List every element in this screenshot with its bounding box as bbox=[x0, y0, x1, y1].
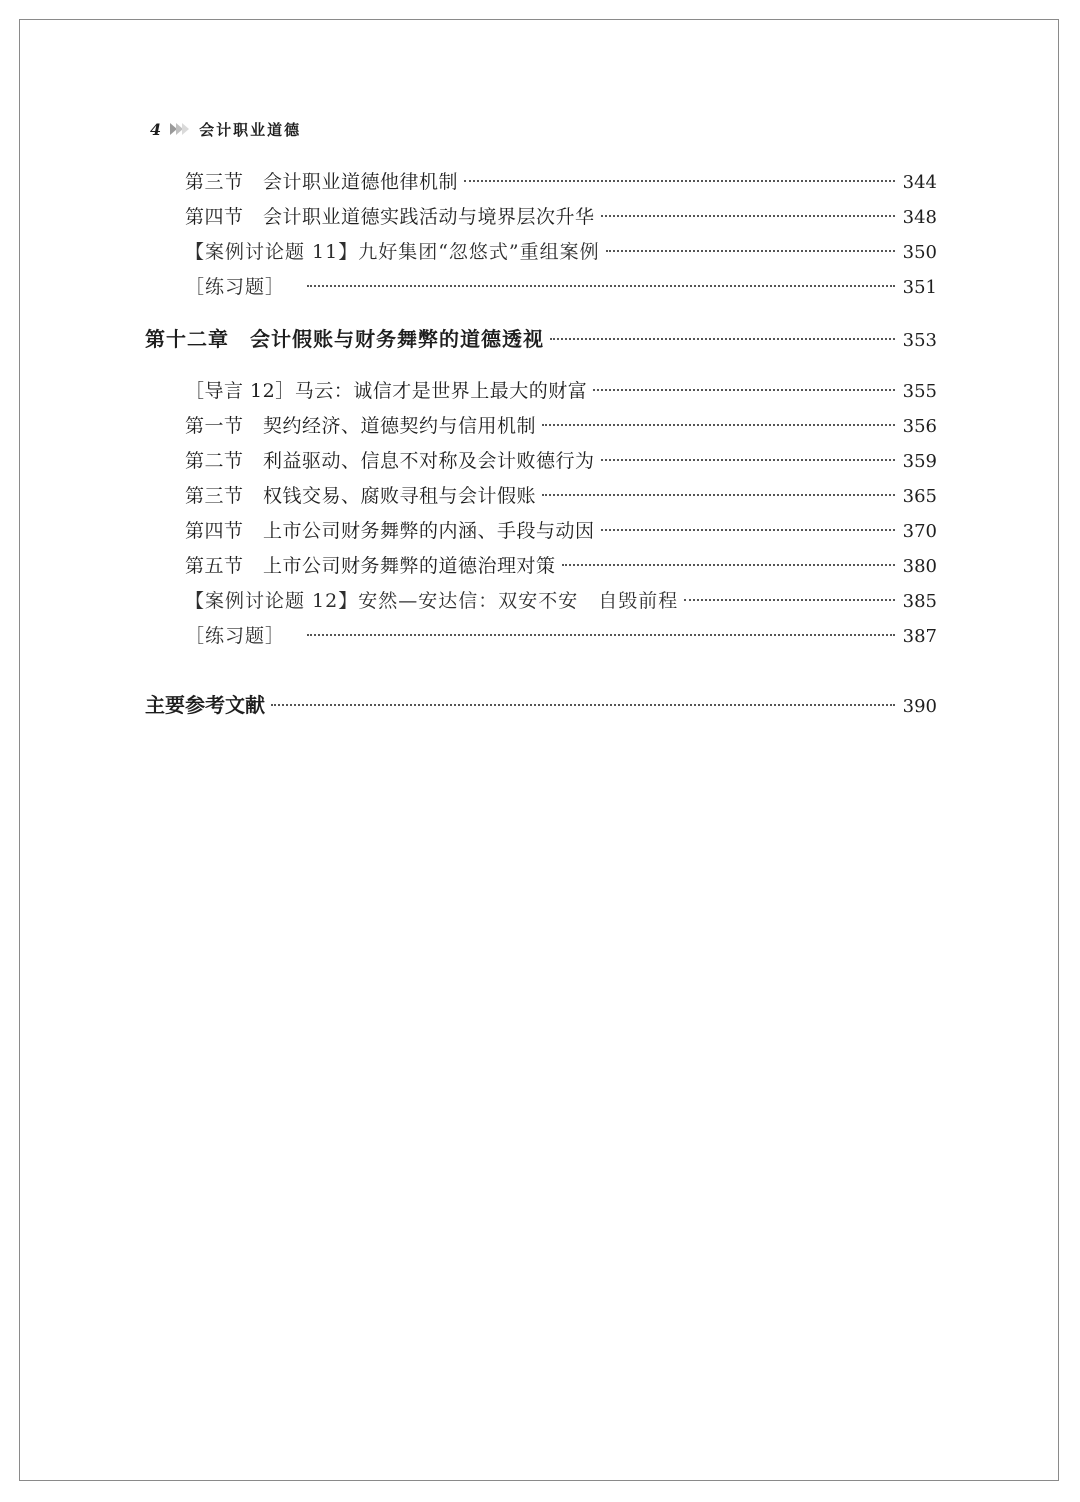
toc-entry[interactable] bbox=[185, 411, 937, 441]
toc-entry-title: ［练习题］ bbox=[185, 625, 286, 647]
dot-leader bbox=[542, 424, 895, 426]
toc-entry-title: ［导言 12］马云：诚信才是世界上最大的财富 bbox=[185, 380, 588, 402]
toc-entry-page: 355 bbox=[902, 381, 937, 402]
dot-leader bbox=[601, 459, 895, 461]
toc-entry[interactable] bbox=[185, 446, 937, 476]
dot-leader bbox=[562, 564, 895, 566]
toc-entry-case[interactable] bbox=[185, 586, 937, 616]
toc-entry-page: 353 bbox=[902, 330, 937, 351]
toc-entry-page: 380 bbox=[902, 556, 937, 577]
dot-leader bbox=[601, 215, 895, 217]
double-chevron-icon bbox=[169, 121, 191, 137]
toc-entry[interactable] bbox=[185, 481, 937, 511]
dot-leader bbox=[684, 599, 894, 601]
toc-entry-page: 351 bbox=[902, 277, 937, 298]
dot-leader bbox=[307, 634, 895, 636]
toc-entry-page: 387 bbox=[902, 626, 937, 647]
toc-entry-title: 第五节 上市公司财务舞弊的道德治理对策 bbox=[185, 555, 556, 577]
header-page-number: 4 bbox=[150, 119, 162, 139]
dot-leader bbox=[550, 338, 895, 340]
toc-entry-page: 385 bbox=[902, 591, 937, 612]
toc-entry-page: 344 bbox=[902, 172, 937, 193]
toc-entry-page: 365 bbox=[902, 486, 937, 507]
toc-entry-title: 【案例讨论题 11】九好集团“忽悠式”重组案例 bbox=[185, 241, 600, 263]
toc-references-title: 主要参考文献 bbox=[145, 693, 265, 717]
header-book-title: 会计职业道德 bbox=[199, 120, 302, 139]
toc-entry-page: 390 bbox=[902, 696, 937, 717]
dot-leader bbox=[593, 389, 894, 391]
toc-entry-title: ［练习题］ bbox=[185, 276, 286, 298]
toc-entry-title: 第三节 会计职业道德他律机制 bbox=[185, 171, 459, 193]
toc-entry-page: 359 bbox=[902, 451, 937, 472]
toc-entry-title: 第四节 会计职业道德实践活动与境界层次升华 bbox=[185, 206, 595, 228]
toc-entry-page: 370 bbox=[902, 521, 937, 542]
toc-entry-title: 第三节 权钱交易、腐败寻租与会计假账 bbox=[185, 485, 537, 507]
toc-entry-exercise[interactable] bbox=[185, 272, 937, 302]
dot-leader bbox=[307, 285, 895, 287]
dot-leader bbox=[606, 250, 895, 252]
toc-entry-title: 【案例讨论题 12】安然—安达信：双安不安 自毁前程 bbox=[185, 590, 679, 612]
toc-entry-title: 第二节 利益驱动、信息不对称及会计败德行为 bbox=[185, 450, 595, 472]
dot-leader bbox=[542, 494, 895, 496]
toc-entry[interactable] bbox=[185, 167, 937, 197]
toc-entry[interactable] bbox=[185, 551, 937, 581]
toc-entry-page: 350 bbox=[902, 242, 937, 263]
toc-entry-page: 348 bbox=[902, 207, 937, 228]
toc-entry[interactable] bbox=[185, 516, 937, 546]
toc-entry-page: 356 bbox=[902, 416, 937, 437]
toc-entry[interactable] bbox=[185, 202, 937, 232]
toc-chapter-title: 第十二章 会计假账与财务舞弊的道德透视 bbox=[145, 327, 544, 351]
running-header bbox=[150, 116, 301, 142]
toc-entry-case[interactable] bbox=[185, 237, 937, 267]
toc-entry-exercise[interactable] bbox=[185, 621, 937, 651]
toc-entry-title: 第一节 契约经济、道德契约与信用机制 bbox=[185, 415, 537, 437]
dot-leader bbox=[464, 180, 895, 182]
toc-entry[interactable] bbox=[185, 376, 937, 406]
toc-chapter[interactable] bbox=[145, 324, 937, 354]
toc-references[interactable] bbox=[145, 690, 937, 720]
toc-entry-title: 第四节 上市公司财务舞弊的内涵、手段与动因 bbox=[185, 520, 595, 542]
dot-leader bbox=[271, 704, 895, 706]
dot-leader bbox=[601, 529, 895, 531]
